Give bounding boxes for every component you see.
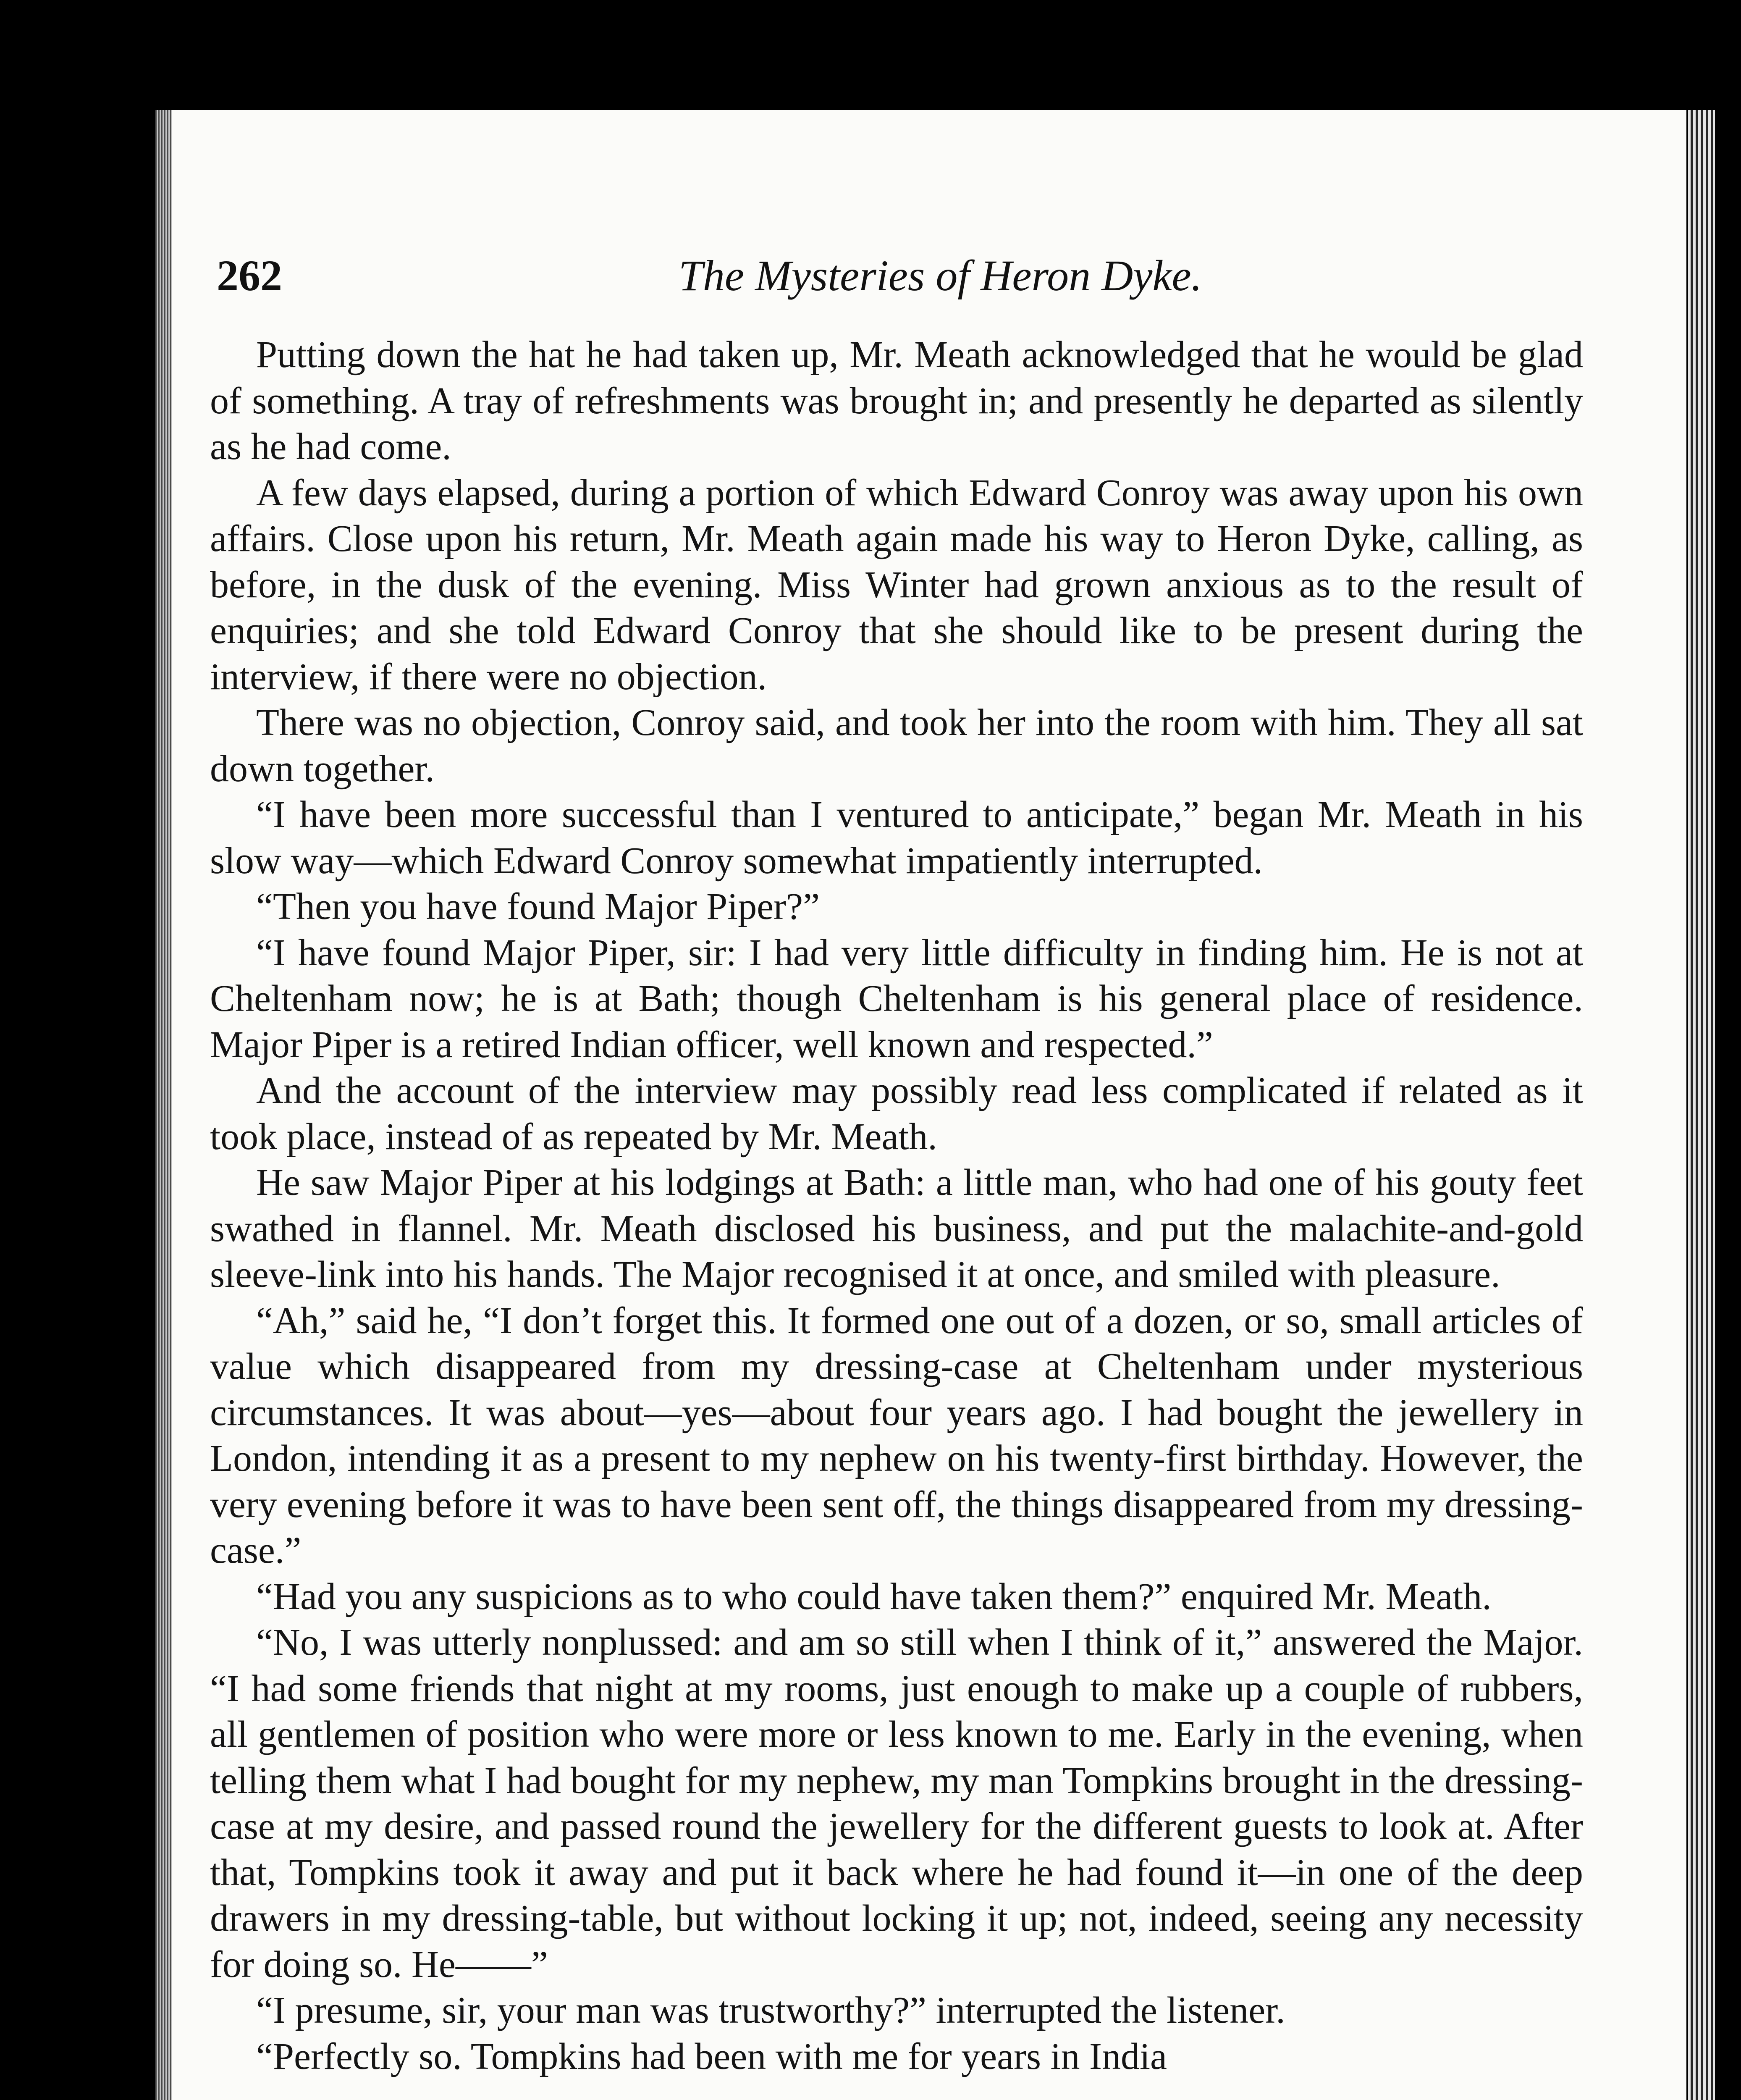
paragraph: “I have found Major Piper, sir: I had very little difficulty in finding him. He is not at Cheltenham now; he is at Bath; though Cheltenham is his general place of residence. Major Piper is a retired Indian officer, well known and respected.” bbox=[210, 932, 1583, 1066]
paragraph: “Ah,” said he, “I don’t forget this. It formed one out of a dozen, or so, small articles of value which disappeared from my dressing-case at Cheltenham under mysterious circumstances. It was about—yes—about four years ago. I had bought the jewellery in London, intending it as a present to my nephew on his twenty-first birthday. However, the very evening before it was to have been sent off, the things disappeared from my dressing-case.” bbox=[210, 1299, 1583, 1571]
body-text bbox=[210, 332, 1583, 2079]
paragraph: And the account of the interview may possibly read less complicated if related as it took place, instead of as repeated by Mr. Meath. bbox=[210, 1070, 1583, 1158]
page-stack-edge bbox=[1688, 110, 1715, 2100]
page-header bbox=[217, 249, 1418, 303]
paragraph: He saw Major Piper at his lodgings at Bath: a little man, who had one of his gouty feet swathed in flannel. Mr. Meath disclosed his business, and put the malachite-and-gold sleeve-link into his hands. The Major recognised it at once, and smiled with pleasure. bbox=[210, 1162, 1583, 1295]
running-title: The Mysteries of Heron Dyke. bbox=[679, 252, 1202, 300]
paragraph: “I presume, sir, your man was trustworthy?” interrupted the listener. bbox=[256, 1990, 1285, 2031]
paragraph: “Then you have found Major Piper?” bbox=[256, 886, 820, 927]
paragraph: A few days elapsed, during a portion of which Edward Conroy was away upon his own affairs. Close upon his return, Mr. Meath again made his way to Heron Dyke, calling, as before, in the dusk of the evening. Miss Winter had grown anxious as to the result of enquiries; and she told Edward Conroy that she should like to be present during the interview, if there were no objection. bbox=[210, 472, 1583, 698]
paragraph: “No, I was utterly nonplussed: and am so still when I think of it,” answered the Major. “I had some friends that night at my rooms, just enough to make up a couple of rubbers, all gentlemen of position who were more or less known to me. Early in the evening, when telling them what I had bought for my nephew, my man Tompkins brought in the dressing-case at my desire, and passed round the jewellery for the different guests to look at. After that, Tompkins took it away and put it back where he had found it—in one of the deep drawers in my dressing-table, but without locking it up; not, indeed, seeing any necessity for doing so. He——” bbox=[210, 1622, 1583, 1985]
paragraph: There was no objection, Conroy said, and took her into the room with him. They all sat down together. bbox=[210, 702, 1583, 790]
paragraph: Putting down the hat he had taken up, Mr. Meath acknowledged that he would be glad of something. A tray of refreshments was brought in; and presently he departed as silently as he had come. bbox=[210, 334, 1583, 467]
paragraph: “Perfectly so. Tompkins had been with me for years in India bbox=[256, 2035, 1167, 2077]
page-binding-edge bbox=[155, 110, 172, 2100]
page-number: 262 bbox=[217, 252, 282, 300]
paragraph: “Had you any suspicions as to who could have taken them?” enquired Mr. Meath. bbox=[256, 1575, 1492, 1617]
paragraph: “I have been more successful than I ventured to anticipate,” began Mr. Meath in his slow way—which Edward Conroy somewhat impatiently interrupted. bbox=[210, 794, 1583, 882]
